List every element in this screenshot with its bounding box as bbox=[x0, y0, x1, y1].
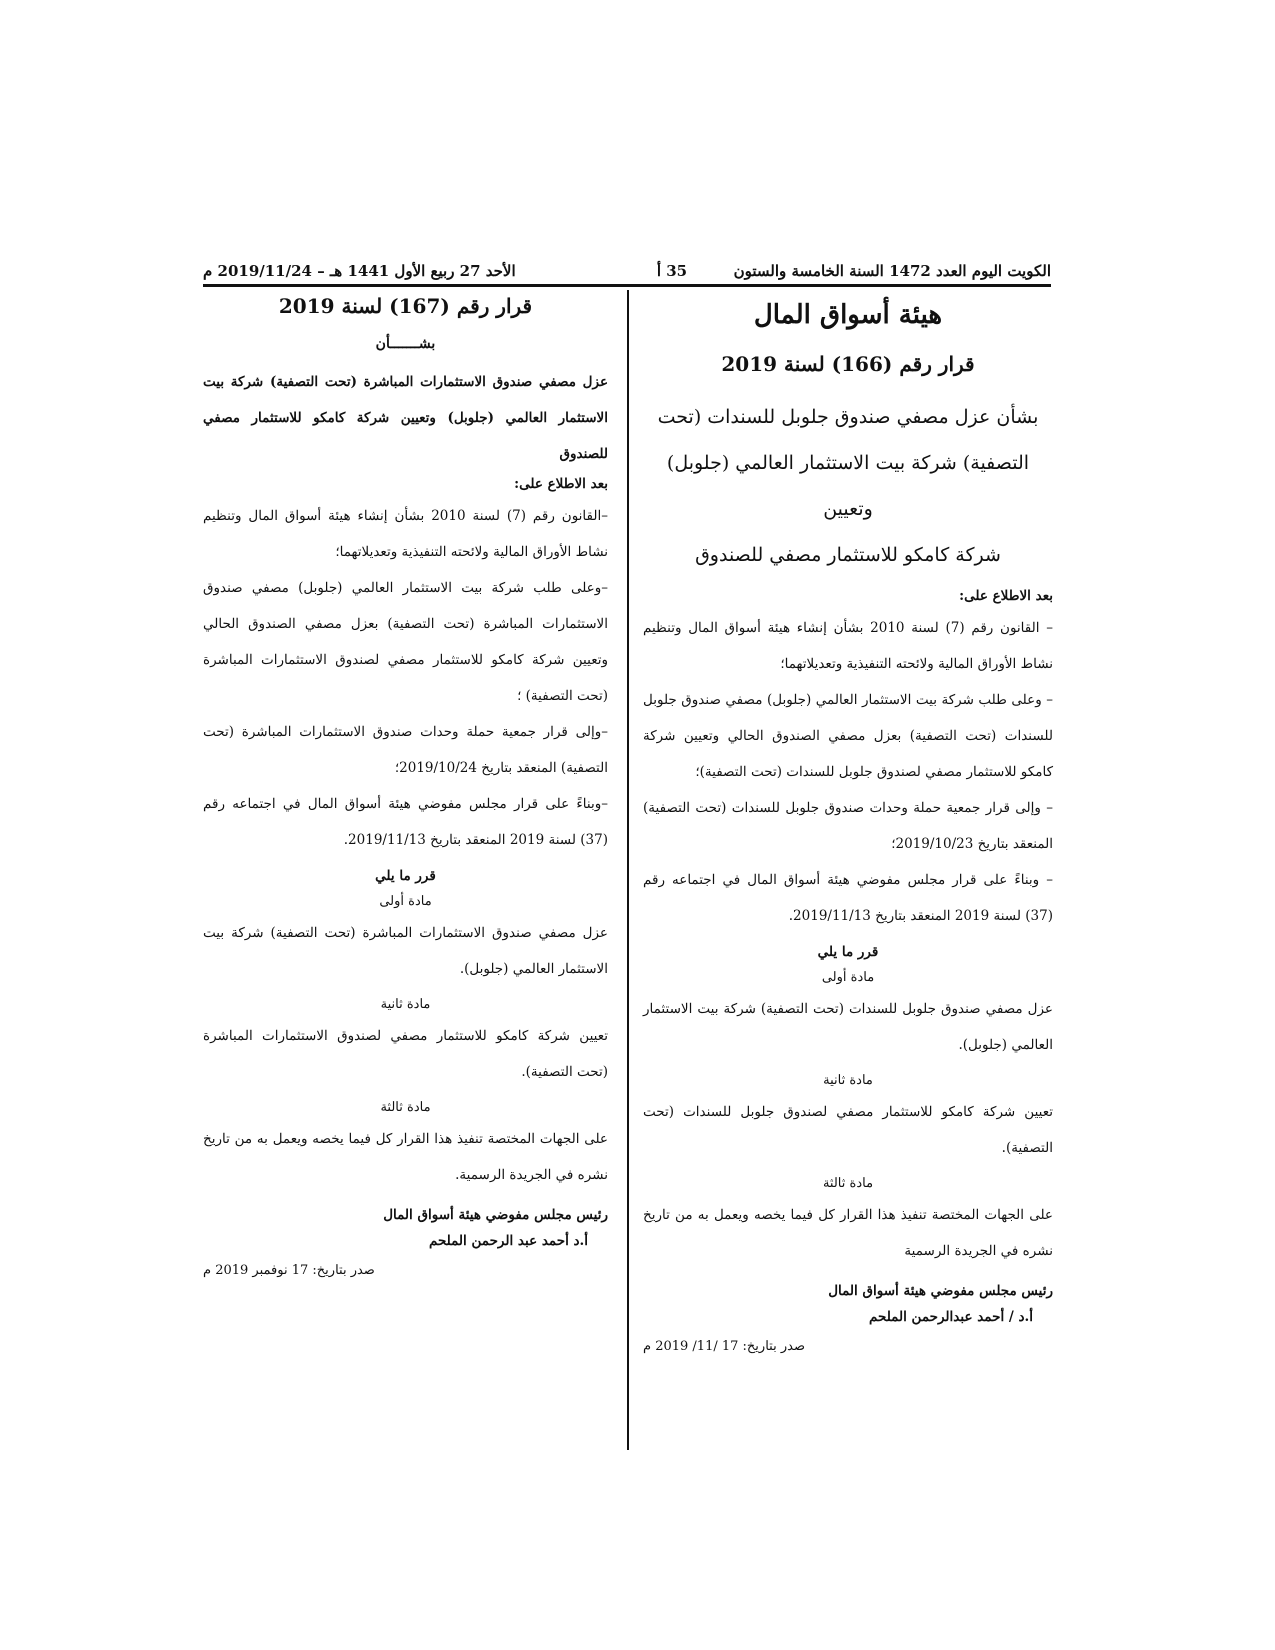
signer-name: أ.د / أحمد عبدالرحمن الملحم bbox=[869, 1309, 1033, 1325]
column-divider bbox=[627, 290, 629, 1450]
header-date: الأحد 27 ربيع الأول 1441 هـ – 2019/11/24 م bbox=[203, 262, 516, 280]
decision-166-title: قرار رقم (166) لسنة 2019 bbox=[721, 352, 975, 376]
decided-heading: قرر ما يلي bbox=[375, 868, 436, 884]
decision-166-column bbox=[643, 294, 1053, 1354]
issue-date: صدر بتاريخ: 17 /11/ 2019 م bbox=[643, 1339, 805, 1354]
article-3-title: مادة ثالثة bbox=[380, 1100, 431, 1115]
after-review-label: بعد الاطلاع على: bbox=[514, 476, 608, 492]
preamble-paragraph: –القانون رقم (7) لسنة 2010 بشأن إنشاء هيئة أسواق المال وتنظيم نشاط الأوراق المالية ولائحته التنفيذية وتعديلاتهما؛ bbox=[203, 508, 608, 560]
article-3-title: مادة ثالثة bbox=[822, 1176, 874, 1191]
subject-line: بشأن عزل مصفي صندوق جلوبل للسندات (تحت bbox=[657, 406, 1039, 428]
preamble-paragraph: –وعلى طلب شركة بيت الاستثمار العالمي (جلوبل) مصفي صندوق الاستثمارات المباشرة (تحت التصفية) بعزل مصفي الصندوق الحالي وتعيين شركة كامكو للاستثمار مصفي لصندوق الاستثمارات المباشرة (تحت التصفية) ؛ bbox=[203, 580, 608, 704]
issue-date: صدر بتاريخ: 17 نوفمبر 2019 م bbox=[203, 1263, 375, 1278]
after-review-label: بعد الاطلاع على: bbox=[959, 588, 1053, 604]
article-1-title: مادة أولى bbox=[821, 970, 875, 985]
header-gazette-issue: الكويت اليوم العدد 1472 السنة الخامسة والستون bbox=[733, 262, 1051, 280]
decision-167-subject: عزل مصفي صندوق الاستثمارات المباشرة (تحت التصفية) شركة بيت الاستثمار العالمي (جلوبل) وتعيين شركة كامكو للاستثمار مصفي للصندوق bbox=[203, 374, 608, 462]
article-3-text: على الجهات المختصة تنفيذ هذا القرار كل فيما يخصه ويعمل به من تاريخ نشره في الجريدة الرسمية. bbox=[203, 1131, 608, 1183]
article-2-text: تعيين شركة كامكو للاستثمار مصفي لصندوق الاستثمارات المباشرة (تحت التصفية). bbox=[203, 1028, 608, 1080]
signature-title: رئيس مجلس مفوضي هيئة أسواق المال bbox=[828, 1283, 1053, 1299]
decision-166-subject bbox=[643, 394, 1053, 578]
article-3-text: على الجهات المختصة تنفيذ هذا القرار كل فيما يخصه ويعمل به من تاريخ نشره في الجريدة الرسمية bbox=[643, 1207, 1053, 1259]
signature-title: رئيس مجلس مفوضي هيئة أسواق المال bbox=[383, 1207, 608, 1223]
article-1-title: مادة أولى bbox=[379, 894, 432, 909]
preamble-paragraph: – وبناءً على قرار مجلس مفوضي هيئة أسواق المال في اجتماعه رقم (37) لسنة 2019 المنعقد بتاريخ 2019/11/13. bbox=[643, 872, 1053, 924]
preamble-paragraph: – القانون رقم (7) لسنة 2010 بشأن إنشاء هيئة أسواق المال وتنظيم نشاط الأوراق المالية ولائحته التنفيذية وتعديلاتهما؛ bbox=[643, 620, 1053, 672]
subject-line: شركة كامكو للاستثمار مصفي للصندوق bbox=[695, 544, 1001, 566]
header-rule bbox=[203, 284, 1051, 287]
signer-name: أ.د أحمد عبد الرحمن الملحم bbox=[428, 1233, 588, 1249]
article-1-text: عزل مصفي صندوق جلوبل للسندات (تحت التصفية) شركة بيت الاستثمار العالمي (جلوبل). bbox=[643, 1001, 1053, 1053]
preamble-paragraph: –وبناءً على قرار مجلس مفوضي هيئة أسواق المال في اجتماعه رقم (37) لسنة 2019 المنعقد بتاريخ 2019/11/13. bbox=[203, 796, 608, 848]
preamble-paragraph: –وإلى قرار جمعية حملة وحدات صندوق الاستثمارات المباشرة (تحت التصفية) المنعقد بتاريخ 2019/10/24؛ bbox=[203, 724, 608, 776]
article-2-title: مادة ثانية bbox=[823, 1073, 873, 1088]
decided-heading: قرر ما يلي bbox=[817, 944, 879, 960]
subject-line: التصفية) شركة بيت الاستثمار العالمي (جلوبل) وتعيين bbox=[666, 452, 1030, 520]
page-header bbox=[203, 250, 1051, 280]
decision-167-title: قرار رقم (167) لسنة 2019 bbox=[278, 294, 533, 318]
preamble-paragraph: – وإلى قرار جمعية حملة وحدات صندوق جلوبل للسندات (تحت التصفية) المنعقد بتاريخ 2019/10/23؛ bbox=[643, 800, 1053, 852]
authority-heading: هيئة أسواق المال bbox=[753, 300, 943, 330]
preamble-paragraph: – وعلى طلب شركة بيت الاستثمار العالمي (جلوبل) مصفي صندوق جلوبل للسندات (تحت التصفية) بعزل مصفي الصندوق الحالي وتعيين شركة كامكو للاستثمار مصفي لصندوق جلوبل للسندات (تحت التصفية)؛ bbox=[643, 692, 1053, 780]
article-2-text: تعيين شركة كامكو للاستثمار مصفي لصندوق جلوبل للسندات (تحت التصفية). bbox=[643, 1104, 1053, 1156]
article-2-title: مادة ثانية bbox=[380, 997, 431, 1012]
subject-label: بشـــــــأن bbox=[375, 336, 436, 352]
header-page-number: 35 أ bbox=[656, 262, 688, 280]
decision-167-column bbox=[203, 294, 608, 1278]
article-1-text: عزل مصفي صندوق الاستثمارات المباشرة (تحت التصفية) شركة بيت الاستثمار العالمي (جلوبل). bbox=[203, 925, 608, 977]
gazette-page bbox=[203, 250, 1051, 1450]
